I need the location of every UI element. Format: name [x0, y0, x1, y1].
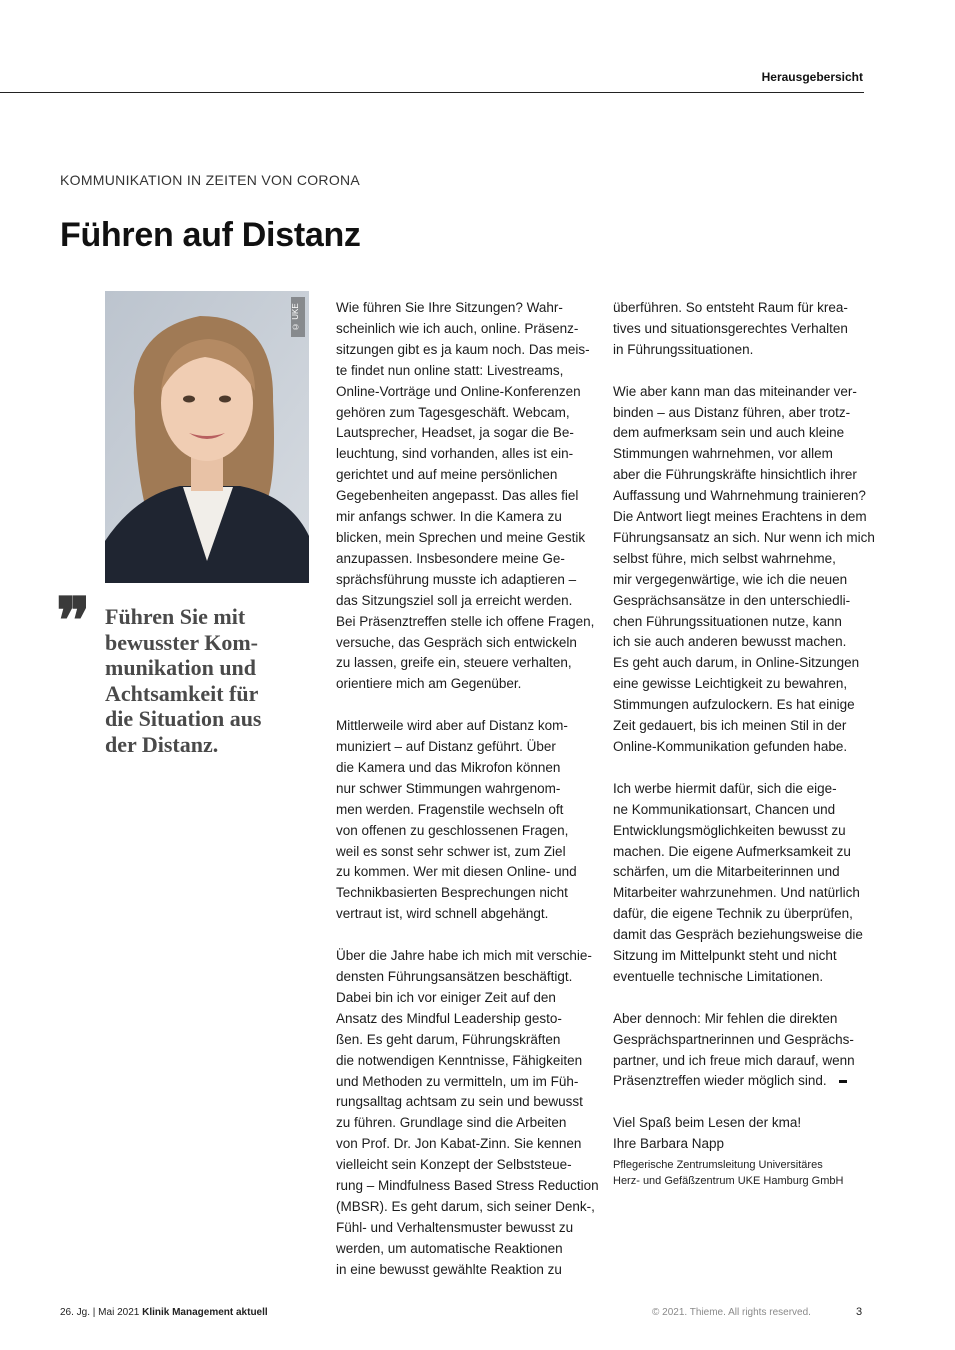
text-line: Gesprächspartnerinnen und Gesprächs- [613, 1031, 854, 1047]
text-line: Über die Jahre habe ich mich mit verschie- [336, 948, 592, 964]
text-line: Ich werbe hiermit dafür, sich die eige- [613, 780, 837, 796]
text-line: mir vergegenwärtige, wie ich die neuen [613, 571, 848, 587]
text-line: Stimmungen wahrnehmen, vor allem [613, 446, 833, 462]
text-line: zu lassen, greife ein, steuere verhalten, [336, 655, 572, 671]
text-line: von Prof. Dr. Jon Kabat-Zinn. Sie kennen [336, 1136, 582, 1152]
text-line: Fühl- und Verhaltensmuster bewusst zu [336, 1219, 574, 1235]
pull-quote-line: die Situation aus [105, 706, 262, 732]
text-line: werden, um automatische Reaktionen [336, 1240, 563, 1256]
text-line: eventuelle technische Limitationen. [613, 968, 824, 984]
portrait-illustration [105, 291, 309, 583]
text-line: Stimmungen aufzulockern. Es hat einige [613, 697, 855, 713]
text-line-content: Präsenztreffen wieder möglich sind. [613, 1073, 827, 1089]
text-line: Es geht auch darum, in Online-Sitzungen [613, 655, 860, 671]
text-line: Ansatz des Mindful Leadership gesto- [336, 1010, 562, 1026]
text-line: sprächsführung musste ich adaptieren – [336, 571, 577, 587]
text-line: Mitarbeiter wahrzunehmen. Und natürlich [613, 885, 860, 901]
quote-mark-icon: ❞ [56, 584, 85, 659]
text-line: Sitzung im Mittelpunkt steht und nicht [613, 948, 837, 964]
text-line: weil es sonst sehr schwer ist, zum Ziel [336, 843, 566, 859]
text-line: Führungsansatz an sich. Nur wenn ich mich [613, 529, 875, 545]
paragraph [613, 779, 864, 988]
text-line: orientiere mich am Gegenüber. [336, 676, 522, 692]
text-column-1 [336, 298, 599, 1301]
text-line: Mittlerweile wird aber auf Distanz kom- [336, 718, 568, 734]
author-affiliation [613, 1157, 864, 1189]
text-line: damit das Gespräch beziehungsweise die [613, 927, 863, 943]
text-line: selbst führe, mich selbst wahrnehme, [613, 550, 836, 566]
section-label: Herausgebersicht [761, 70, 863, 84]
text-line: ich sie auch anderen bewusst machen. [613, 634, 847, 650]
text-line: Ihre Barbara Napp [613, 1136, 725, 1152]
signoff [613, 1113, 864, 1155]
text-line [613, 1071, 864, 1092]
text-line: sitzungen gibt es ja kaum noch. Das meis- [336, 341, 590, 357]
pull-quote-line: der Distanz. [105, 731, 219, 757]
text-line: Die Antwort liegt meines Erachtens in dem [613, 509, 867, 525]
text-line: gerichtet und auf meine persönlichen [336, 467, 558, 483]
text-line: Online-Vorträge und Online-Konferenzen [336, 383, 581, 399]
footer-copyright: © 2021. Thieme. All rights reserved. [652, 1307, 811, 1318]
text-line: in eine bewusst gewählte Reaktion zu [336, 1261, 562, 1277]
text-line: Aber dennoch: Mir fehlen die direkten [613, 1010, 838, 1026]
page-number: 3 [856, 1306, 863, 1318]
paragraph [613, 382, 875, 758]
text-line: blicken, mein Sprechen und meine Gestik [336, 529, 586, 545]
text-line: überführen. So entsteht Raum für krea- [613, 300, 848, 315]
text-line: dem aufmerksam sein und auch kleine [613, 425, 845, 441]
text-line: ßen. Es geht darum, Führungskräften [336, 1031, 561, 1047]
text-line: mir anfangs schwer. In die Kamera zu [336, 509, 562, 525]
text-line: schärfen, um die Mitarbeiterinnen und [613, 864, 840, 880]
text-line: Gesprächsansätze in den unterschiedli- [613, 592, 851, 608]
text-line: tives und situationsgerechtes Verhalten [613, 320, 848, 336]
text-line: und Methoden zu vermitteln, um im Füh- [336, 1073, 579, 1089]
text-line: Auffassung und Wahrnehmung trainieren? [613, 488, 866, 504]
text-line: Lautsprecher, Headset, ja sogar die Be- [336, 425, 574, 441]
paragraph [613, 298, 864, 361]
text-line: vielleicht sein Konzept der Selbststeue- [336, 1157, 572, 1173]
text-line: Zeit gedauert, bis ich meinen Stil in der [613, 718, 847, 734]
text-line: Viel Spaß beim Lesen der kma! [613, 1115, 802, 1131]
text-line: die notwendigen Kenntnisse, Fähigkeiten [336, 1052, 583, 1068]
text-line: leuchtung, sind vorhanden, alles ist ein- [336, 446, 574, 462]
text-line: chen Führungssituationen nutze, kann [613, 613, 842, 629]
text-line: muniziert – auf Distanz geführt. Über [336, 739, 556, 755]
footer-issue-text: 26. Jg. | Mai 2021 [60, 1307, 140, 1318]
text-line: (MBSR). Es geht darum, sich seiner Denk-, [336, 1198, 595, 1214]
text-column-2 [613, 298, 875, 1189]
article-title: Führen auf Distanz [60, 216, 361, 254]
text-line: die Kamera und das Mikrofon können [336, 759, 561, 775]
text-line: vertraut ist, wird schnell abgehängt. [336, 906, 549, 922]
text-line: zu kommen. Wer mit diesen Online- und [336, 864, 577, 880]
text-line: zu führen. Grundlage sind die Arbeiten [336, 1115, 567, 1131]
text-line: binden – aus Distanz führen, aber trotz- [613, 404, 851, 420]
text-line: Dabei bin ich vor einiger Zeit auf den [336, 989, 556, 1005]
text-line: Online-Kommunikation gefunden habe. [613, 739, 848, 755]
text-line: von offenen zu geschlossenen Fragen, [336, 822, 569, 838]
author-portrait [105, 291, 309, 583]
footer-issue [60, 1307, 268, 1318]
text-line: gehören zum Tagesgeschäft. Webcam, [336, 404, 570, 420]
text-line: Wie aber kann man das miteinander ver- [613, 383, 857, 399]
end-of-article-mark [839, 1080, 847, 1083]
text-line: Pflegerische Zentrumsleitung Universitäres [613, 1159, 823, 1172]
footer-journal: Klinik Management aktuell [142, 1307, 268, 1318]
text-line: Technikbasierten Besprechungen nicht [336, 885, 568, 901]
text-line: das Sitzungsziel soll ja erreicht werden. [336, 592, 573, 608]
text-line: rungsalltag achtsam zu sein und bewusst [336, 1094, 583, 1110]
text-line: Bei Präsenztreffen stelle ich offene Fragen, [336, 613, 595, 629]
pull-quote-line: bewusster Kom- [105, 629, 258, 655]
pull-quote-line: Führen Sie mit [105, 604, 246, 629]
text-line: in Führungssituationen. [613, 341, 754, 357]
pull-quote [105, 604, 310, 758]
pull-quote-line: Achtsamkeit für [105, 680, 259, 706]
paragraph [336, 946, 599, 1281]
pull-quote-line: munikation und [105, 655, 257, 681]
text-line: Wie führen Sie Ihre Sitzungen? Wahr- [336, 300, 563, 315]
paragraph-closing [613, 1009, 864, 1093]
text-line: dafür, die eigene Technik zu überprüfen, [613, 906, 853, 922]
text-line: eine gewisse Leichtigkeit zu bewahren, [613, 676, 848, 692]
header-rule [0, 92, 864, 93]
text-line: partner, und ich freue mich darauf, wenn [613, 1052, 855, 1068]
text-line: densten Führungsansätzen beschäftigt. [336, 968, 573, 984]
text-line: machen. Die eigene Aufmerksamkeit zu [613, 843, 851, 859]
paragraph [336, 298, 595, 695]
text-line: men werden. Fragenstile wechseln oft [336, 801, 564, 817]
text-line: Entwicklungsmöglichkeiten bewusst zu [613, 822, 846, 838]
text-line: ne Kommunikationsart, Chancen und [613, 801, 836, 817]
text-line: versuche, das Gespräch sich entwickeln [336, 634, 577, 650]
text-line: scheinlich wie ich auch, online. Präsenz- [336, 320, 579, 336]
text-line: te findet nun online statt: Livestreams, [336, 362, 564, 378]
text-line: Herz- und Gefäßzentrum UKE Hamburg GmbH [613, 1175, 844, 1188]
text-line: aber die Führungskräfte hinsichtlich ihrer [613, 467, 857, 483]
text-line: Gegebenheiten angepasst. Das alles fiel [336, 488, 579, 504]
photo-credit: © UKE [291, 297, 305, 337]
text-line: rung – Mindfulness Based Stress Reduction [336, 1178, 599, 1194]
text-line: nur schwer Stimmungen wahrgenom- [336, 780, 561, 796]
text-line: anzupassen. Insbesondere meine Ge- [336, 550, 565, 566]
paragraph [336, 716, 587, 925]
article-kicker: KOMMUNIKATION IN ZEITEN VON CORONA [60, 172, 361, 188]
